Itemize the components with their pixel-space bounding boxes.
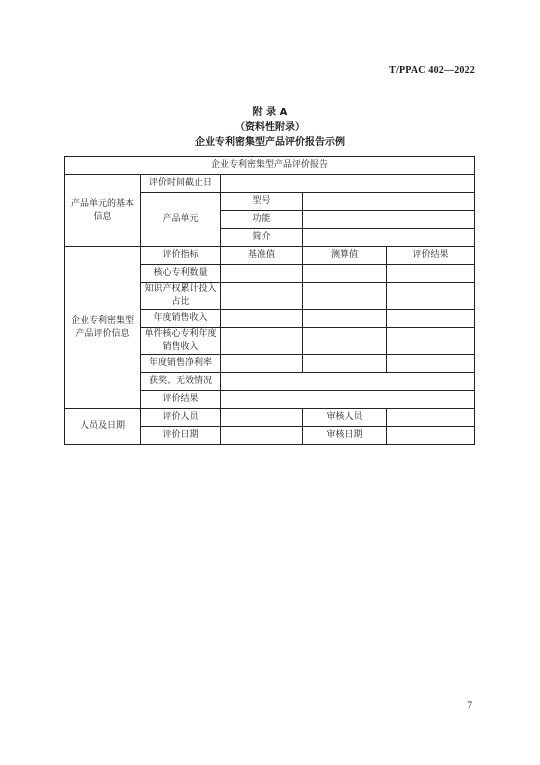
standard-code: T/PPAC 402—2022 (389, 65, 475, 76)
annex-title: 附 录 A (252, 107, 288, 118)
col-header-measured: 测算值 (303, 247, 387, 265)
evaluator-value (221, 409, 303, 427)
table-row (65, 175, 475, 193)
page-number: 7 (467, 700, 472, 710)
indicator-revenue-per-patent: 单件核心专利年度销售收入 (141, 328, 221, 355)
intro-label: 简介 (221, 229, 303, 247)
cell-empty (221, 355, 303, 373)
cell-empty (303, 265, 387, 283)
eval-deadline-label: 评价时间截止日 (141, 175, 221, 193)
review-date-value (387, 427, 475, 445)
table-row (65, 247, 475, 265)
section-label-basic-info: 产品单元的基本信息 (65, 175, 141, 247)
indicator-annual-revenue: 年度销售收入 (141, 310, 221, 328)
cell-empty (387, 283, 475, 310)
review-date-label: 审核日期 (303, 427, 387, 445)
annex-subtitle: （资料性附录） (235, 122, 305, 133)
eval-date-label: 评价日期 (141, 427, 221, 445)
cell-empty (303, 328, 387, 355)
reviewer-label: 审核人员 (303, 409, 387, 427)
cell-empty (221, 310, 303, 328)
cell-empty (387, 328, 475, 355)
awards-value (221, 373, 475, 391)
cell-empty (221, 265, 303, 283)
awards-label: 获奖、无效情况 (141, 373, 221, 391)
col-header-baseline: 基准值 (221, 247, 303, 265)
cell-empty (387, 265, 475, 283)
col-header-result: 评价结果 (387, 247, 475, 265)
cell-empty (221, 328, 303, 355)
intro-value (303, 229, 475, 247)
product-unit-label: 产品单元 (141, 193, 221, 247)
eval-deadline-value (221, 175, 475, 193)
cell-empty (303, 283, 387, 310)
col-header-indicator: 评价指标 (141, 247, 221, 265)
section-label-eval-info: 企业专利密集型产品评价信息 (65, 247, 141, 409)
model-label: 型号 (221, 193, 303, 211)
section-label-personnel: 人员及日期 (65, 409, 141, 445)
function-label: 功能 (221, 211, 303, 229)
cell-empty (387, 310, 475, 328)
eval-result-value (221, 391, 475, 409)
table-title-row (65, 157, 475, 175)
reviewer-value (387, 409, 475, 427)
table-title: 企业专利密集型产品评价报告 (65, 157, 475, 175)
cell-empty (303, 355, 387, 373)
cell-empty (221, 283, 303, 310)
evaluator-label: 评价人员 (141, 409, 221, 427)
annex-caption: 企业专利密集型产品评价报告示例 (195, 137, 345, 148)
function-value (303, 211, 475, 229)
cell-empty (303, 310, 387, 328)
cell-empty (387, 355, 475, 373)
indicator-core-patents: 核心专利数量 (141, 265, 221, 283)
evaluation-report-table (64, 156, 475, 445)
indicator-net-profit-margin: 年度销售净利率 (141, 355, 221, 373)
indicator-ip-investment-ratio: 知识产权累计投入占比 (141, 283, 221, 310)
table-row (65, 409, 475, 427)
eval-date-value (221, 427, 303, 445)
model-value (303, 193, 475, 211)
eval-result-label: 评价结果 (141, 391, 221, 409)
